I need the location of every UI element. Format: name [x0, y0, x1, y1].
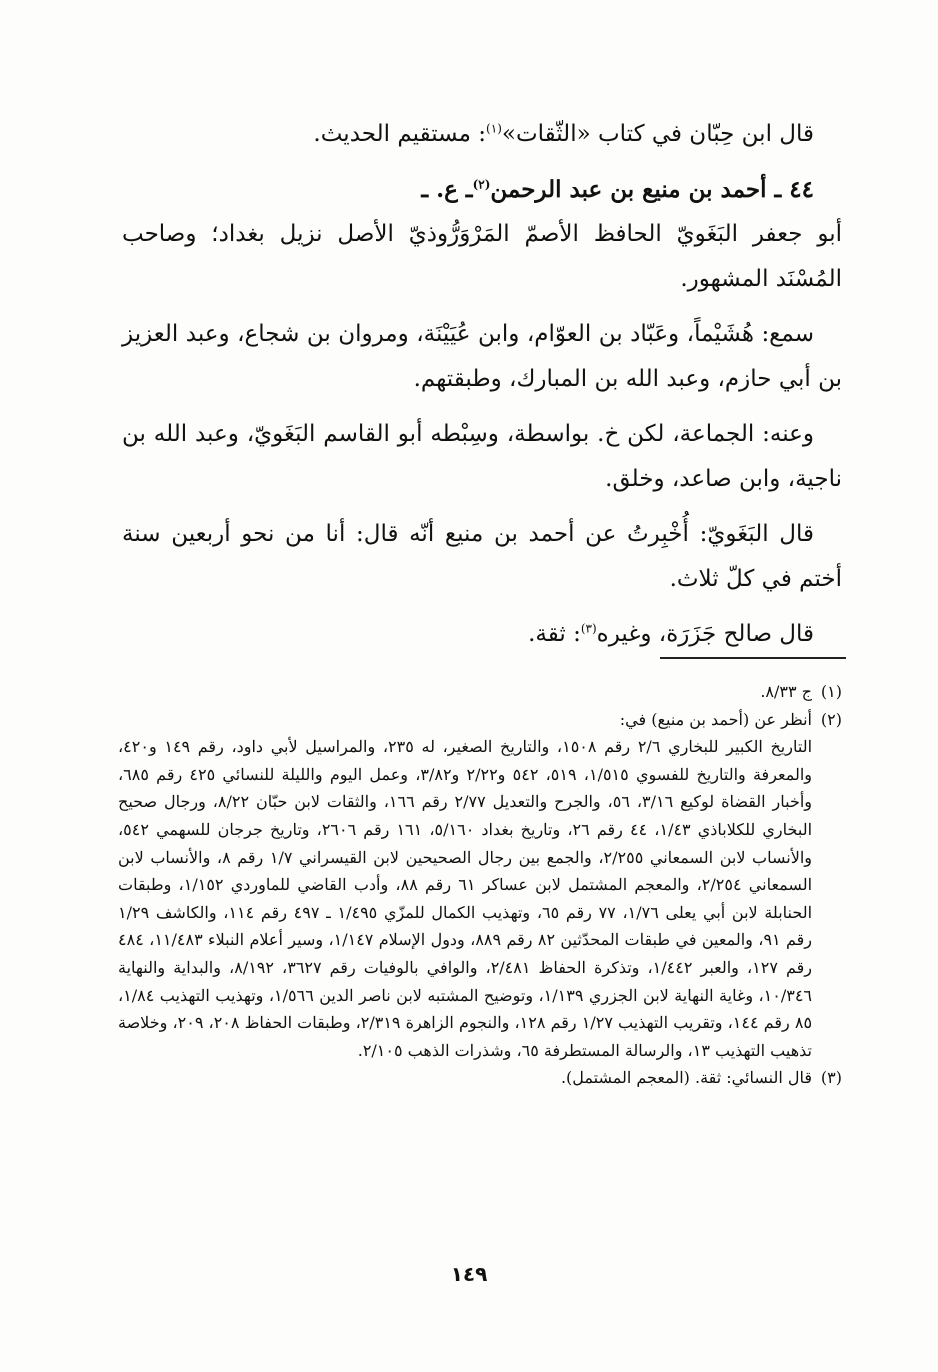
footnote-2-body: التاريخ الكبير للبخاري ٢/٦ رقم ١٥٠٨، والتاريخ الصغير، له ٢٣٥، والمراسيل لأبي داود، رقم ١٤٩ و٤٢٠، والمعرفة والتاريخ للفسوي ١/٥١٥، ٥١٩، ٥٤٢ و٢/٢٢ و٣/٨٢، وعمل اليوم والليلة للنسائي ٤٢٥ رقم ٦٨٥، وأخبار القضاة لوكيع ٣/١٦، ٥٦، والجرح والتعديل ٢/٧٧ رقم ١٦٦، والثقات لابن حبّان ٨/٢٢، ورجال صحيح البخاري للكلاباذي ١/٤٣، ٤٤ رقم ٢٦، وتاريخ بغداد ٥/١٦٠، ١٦١ رقم ٢٦٠٦، وتاريخ جرجان للسهمي ٥٤٢، والأنساب لابن السمعاني ٢/٢٥٥، والجمع بين رجال الصحيحين لابن القيسراني ١/٧ رقم ٨، والأنساب لابن السمعاني ٢/٢٥٤، والمعجم المشتمل لابن عساكر ٦١ رقم ٨٨، وأدب القاضي للماوردي ١/١٥٢، وطبقات الحنابلة لابن أبي يعلى ١/٧٦، ٧٧ رقم ٦٥، وتهذيب الكمال للمزّي ١/٤٩٥ ـ ٤٩٧ رقم ١١٤، والكاشف ١/٢٩ رقم ٩١، والمعين في طبقات المحدّثين ٨٢ رقم ٨٨٩، ودول الإسلام ١/١٤٧، وسير أعلام النبلاء ١١/٤٨٣، ٤٨٤ رقم ١٢٧، والعبر ١/٤٤٢، وتذكرة الحفاظ ٢/٤٨١، والوافي بالوفيات رقم ٣٦٢٧، ٨/١٩٢، والبداية والنهاية ١٠/٣٤٦، وغاية النهاية لابن الجزري ١/١٣٩، وتوضيح المشتبه لابن ناصر الدين ١/٥٦٦، وتهذيب التهذيب ١/٨٤، ٨٥ رقم ١٤٤، وتقريب التهذيب ١/٢٧ رقم ١٢٨، والنجوم الزاهرة ٢/٣١٩، وطبقات الحفاظ ٢٠٨، ٢٠٩، وخلاصة تذهيب التهذيب ١٣، والرسالة المستطرفة ٦٥، وشذرات الذهب ٢/١٠٥.: [118, 737, 813, 1060]
main-text: [122, 112, 842, 667]
footnote-number: (٢): [820, 709, 842, 729]
footnote-ref-1[interactable]: (١): [486, 121, 502, 136]
footnotes: [118, 678, 842, 1092]
paragraph-baghawi-quote: قال البَغَويّ: أُخْبِرتُ عن أحمد بن منيع أنّه قال: أنا من نحو أربعين سنة أختم في كلّ ثلاث.: [122, 521, 842, 592]
page-number: ١٤٩: [450, 1262, 488, 1286]
paragraph-teachers: سمع: هُشَيْماً، وعَبّاد بن العوّام، وابن عُيَيْنَة، ومروان بن شجاع، وعبد العزيز بن أبي حازم، وعبد الله بن المبارك، وطبقتهم.: [122, 321, 842, 392]
footnote-separator: [660, 657, 846, 659]
paragraph-students: وعنه: الجماعة، لكن خ. بواسطة، وسِبْطه أبو القاسم البَغَويّ، وعبد الله بن ناجية، وابن صاعد، وخلق.: [122, 421, 842, 492]
footnote-number: (٣): [820, 1068, 842, 1088]
footnote-2: (٢)أنظر عن (أحمد بن منيع) في:: [118, 706, 842, 734]
paragraph-ibn-hibban: قال ابن حِبّان في كتاب «الثّقات»$^{(١)}$: مستقيم الحديث.: [313, 121, 814, 147]
footnote-number: (١): [820, 682, 842, 701]
footnote-ref-2[interactable]: (٢): [472, 177, 491, 192]
footnote-ref-3[interactable]: (٣): [580, 621, 597, 636]
footnote-3: (٣)قال النسائي: ثقة. (المعجم المشتمل).: [118, 1064, 842, 1092]
entry-heading: ٤٤ ـ أحمد بن منيع بن عبد الرحمن$^{(٢)}$ـ ع. ـ: [421, 176, 814, 203]
paragraph-biography: أبو جعفر البَغَويّ الحافظ الأصمّ المَرْوَرُّوذيّ الأصل نزيل بغداد؛ وصاحب المُسْنَد المشهور.: [122, 221, 842, 292]
paragraph-salih-jazara: قال صالح جَزَرَة، وغيره$^{(٣)}$: ثقة.: [528, 621, 814, 647]
footnote-1: (١)ج ٨/٣٣.: [118, 678, 842, 706]
